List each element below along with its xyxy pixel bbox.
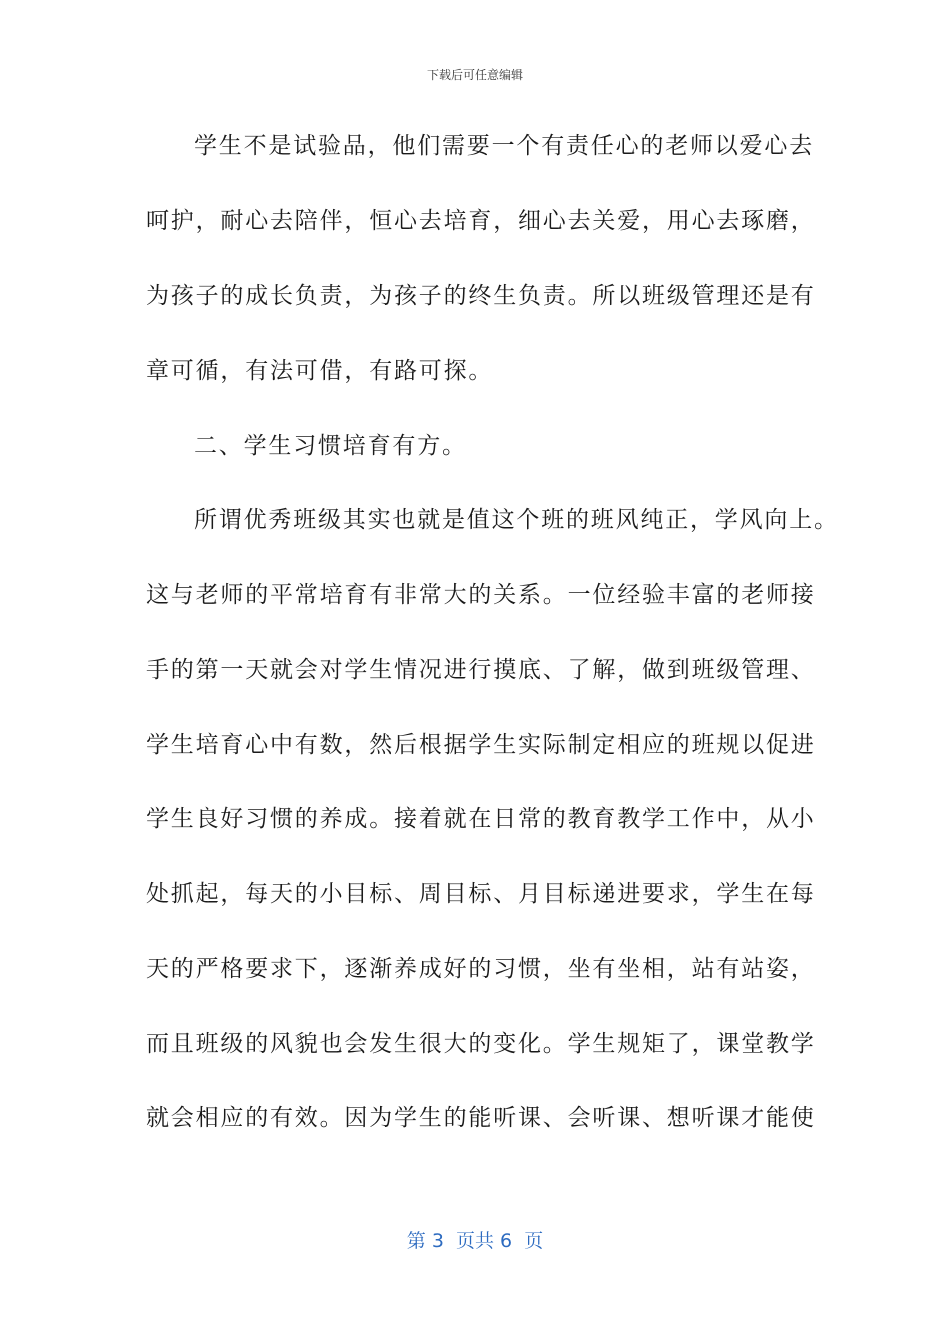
- paragraph-line: 处抓起，每天的小目标、周目标、月目标递进要求，学生在每: [146, 881, 816, 907]
- paragraph-line: 就会相应的有效。因为学生的能听课、会听课、想听课才能使: [146, 1105, 816, 1131]
- paragraph-line: 学生培育心中有数，然后根据学生实际制定相应的班规以促进: [146, 732, 816, 758]
- page-number-footer: 第 3 页共 6 页: [406, 1230, 544, 1252]
- page-header: 下载后可任意编辑: [426, 68, 523, 82]
- paragraph-line: 而且班级的风貌也会发生很大的变化。学生规矩了，课堂教学: [146, 1031, 816, 1057]
- paragraph-line: 呵护，耐心去陪伴，恒心去培育，细心去关爱，用心去琢磨，: [146, 208, 816, 234]
- paragraph-line: 学生良好习惯的养成。接着就在日常的教育教学工作中，从小: [146, 806, 816, 832]
- paragraph-line: 天的严格要求下，逐渐养成好的习惯，坐有坐相，站有站姿，: [146, 956, 816, 982]
- paragraph-line: 手的第一天就会对学生情况进行摸底、了解，做到班级管理、: [146, 657, 816, 683]
- section-heading: 二、学生习惯培育有方。: [194, 433, 467, 459]
- paragraph-line: 这与老师的平常培育有非常大的关系。一位经验丰富的老师接: [146, 582, 816, 608]
- paragraph-line: 章可循，有法可借，有路可探。: [146, 358, 494, 384]
- paragraph-line: 为孩子的成长负责，为孩子的终生负责。所以班级管理还是有: [146, 283, 816, 309]
- paragraph-line: 学生不是试验品，他们需要一个有责任心的老师以爱心去: [194, 133, 814, 159]
- paragraph-line: 所谓优秀班级其实也就是值这个班的班风纯正，学风向上。: [194, 507, 839, 533]
